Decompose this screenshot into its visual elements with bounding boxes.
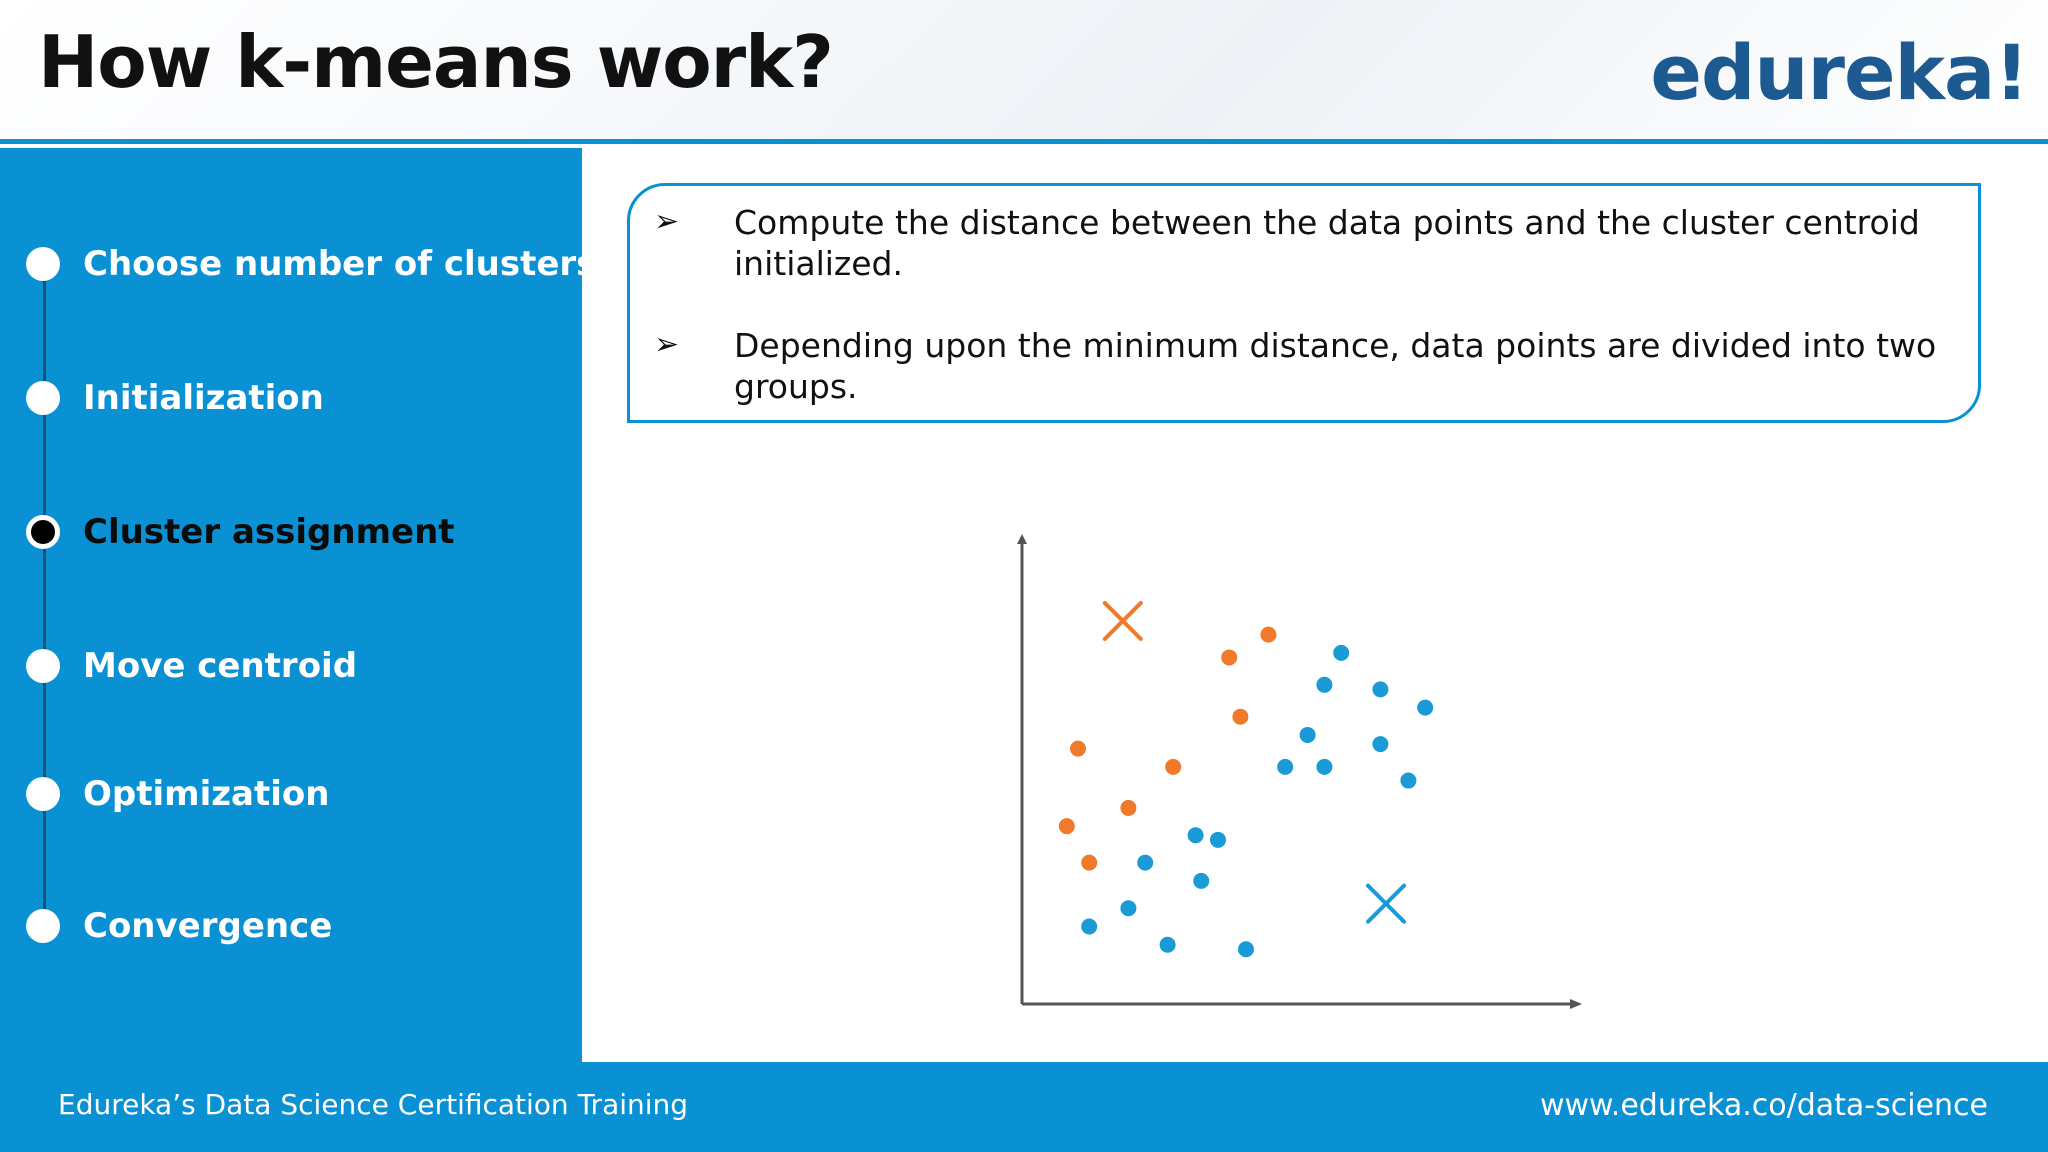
step-initialization: [26, 378, 324, 418]
data-point-orange: [1221, 649, 1237, 665]
step-marker-icon: [26, 909, 60, 943]
arrowhead-bullet-icon: ➢: [654, 204, 680, 239]
footer-url[interactable]: www.edureka.co/data-science: [1539, 1088, 1988, 1123]
data-point-blue: [1400, 773, 1416, 789]
header-divider: [0, 139, 2048, 144]
data-point-blue: [1372, 681, 1388, 697]
data-point-blue: [1316, 677, 1332, 693]
data-point-blue: [1277, 759, 1293, 775]
centroids: [1105, 603, 1404, 922]
data-points: [1059, 627, 1433, 958]
data-point-orange: [1070, 741, 1086, 757]
active-step-marker-icon: [26, 515, 60, 549]
data-point-orange: [1260, 627, 1276, 643]
step-move-centroid: [26, 646, 357, 686]
centroid-blue-icon: [1368, 886, 1404, 922]
data-point-blue: [1300, 727, 1316, 743]
data-point-blue: [1333, 645, 1349, 661]
slide-header: [0, 0, 2048, 140]
centroid-orange-icon: [1105, 603, 1141, 639]
slide-footer: [0, 1062, 2048, 1152]
x-axis-arrow-icon: [1570, 999, 1582, 1009]
step-marker-icon: [26, 247, 60, 281]
data-point-orange: [1081, 855, 1097, 871]
step-choose-number-of-clusters: [26, 244, 596, 284]
data-point-blue: [1316, 759, 1332, 775]
data-point-blue: [1081, 918, 1097, 934]
bullet-text: Compute the distance between the data points and the cluster centroid initialized.: [734, 203, 1920, 283]
step-label: Choose number of clusters: [83, 244, 597, 284]
data-point-blue: [1210, 832, 1226, 848]
step-label: Cluster assignment: [83, 512, 455, 552]
edureka-logo: edureka!: [1650, 28, 2028, 117]
step-cluster-assignment: [26, 512, 455, 552]
timeline-line: [43, 264, 46, 928]
slide-title: How k-means work?: [38, 20, 833, 104]
step-label: Move centroid: [83, 646, 358, 686]
step-convergence: [26, 906, 332, 946]
footer-course-title: Edureka’s Data Science Certification Training: [58, 1088, 689, 1121]
data-point-blue: [1238, 941, 1254, 957]
step-marker-icon: [26, 649, 60, 683]
data-point-blue: [1160, 937, 1176, 953]
data-point-orange: [1165, 759, 1181, 775]
data-point-blue: [1137, 855, 1153, 871]
info-box: [627, 183, 1981, 423]
data-point-blue: [1120, 900, 1136, 916]
y-axis-arrow-icon: [1017, 534, 1027, 544]
step-label: Optimization: [83, 774, 330, 814]
step-label: Initialization: [83, 378, 324, 418]
step-marker-icon: [26, 777, 60, 811]
data-point-blue: [1188, 827, 1204, 843]
bullet-item: [654, 202, 1954, 284]
bullet-text: Depending upon the minimum distance, data points are divided into two groups.: [734, 326, 1937, 406]
data-point-orange: [1059, 818, 1075, 834]
data-point-blue: [1417, 700, 1433, 716]
step-optimization: [26, 774, 329, 814]
kmeans-scatter-plot: [950, 520, 1600, 1030]
data-point-blue: [1193, 873, 1209, 889]
bullet-item: [654, 325, 1954, 407]
arrowhead-bullet-icon: ➢: [654, 327, 680, 362]
data-point-blue: [1372, 736, 1388, 752]
data-point-orange: [1232, 709, 1248, 725]
step-marker-icon: [26, 381, 60, 415]
data-point-orange: [1120, 800, 1136, 816]
step-label: Convergence: [83, 906, 333, 946]
